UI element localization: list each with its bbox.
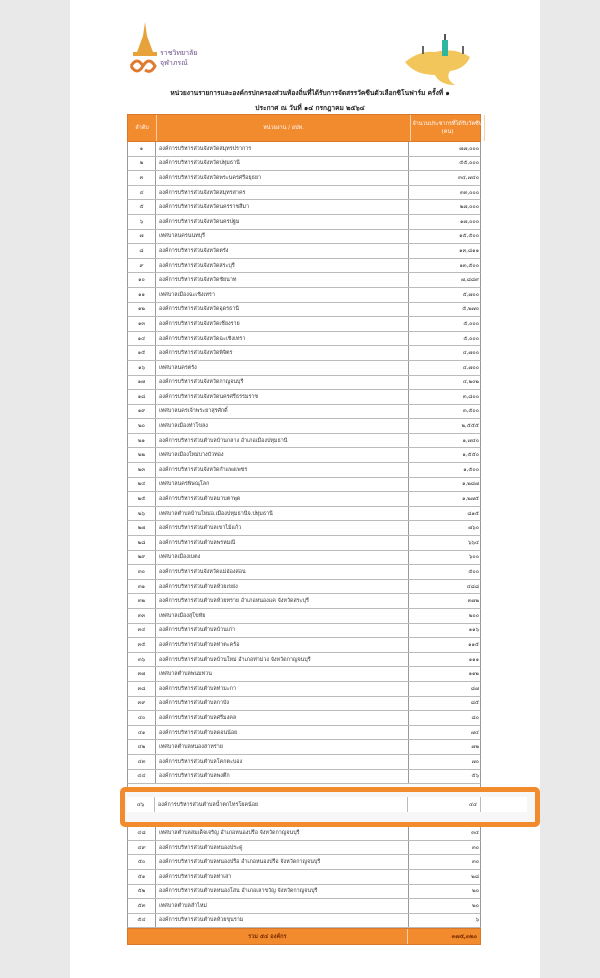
cell-order: ๑๕: [128, 346, 156, 360]
cell-order: ๓๗: [128, 667, 156, 681]
table-row: [127, 580, 481, 595]
table-row: [127, 594, 481, 609]
cell-agency: เทศบาลเมืองใหม่บางบัวทอง: [156, 448, 409, 462]
cell-agency: องค์การบริหารส่วนตำบลห้วยเขย่ง: [156, 580, 409, 594]
cell-order: ๕: [128, 200, 156, 214]
cell-order: ๒๑: [128, 434, 156, 448]
cell-population: ๓๐: [472, 844, 479, 851]
table-row: [127, 507, 481, 522]
cell-population: ๑๑๕: [468, 641, 479, 648]
highlighted-row: [127, 797, 527, 812]
cell-population: ๒๐: [472, 902, 479, 909]
highlight-blank-cell: [481, 797, 527, 812]
cell-order: ๕๒: [128, 885, 156, 899]
highlighted-row-wrap: [127, 792, 481, 818]
cell-agency: องค์การบริหารส่วนจังหวัดชัยนาท: [156, 273, 409, 287]
column-header-order: ลำดับ: [128, 115, 157, 141]
cell-agency: เทศบาลเมืองฉะเชิงเทรา: [156, 288, 409, 302]
table-row: [127, 682, 481, 697]
cell-agency: เทศบาลนครนนทบุรี: [156, 230, 409, 244]
cell-agency: องค์การบริหารส่วนตำบลหนองประดู่: [156, 841, 409, 855]
cell-order: ๑๖: [128, 361, 156, 375]
cell-agency: องค์การบริหารส่วนตำบลน้ำตกไทรโยคน้อย: [155, 797, 408, 812]
table-row: [127, 186, 481, 201]
table-row: [127, 142, 481, 157]
cell-order: ๓๓: [128, 609, 156, 623]
cell-agency: องค์การบริหารส่วนตำบลดอนน้อย: [156, 726, 409, 740]
cell-order: ๒๕: [128, 492, 156, 506]
cell-population: ๖๐๐: [468, 554, 479, 561]
cell-population: ๕,๐๐๐: [463, 335, 479, 342]
cell-population: ๓,๕๐๐: [462, 408, 479, 415]
cell-population: ๑,๒๗๕: [462, 496, 479, 503]
cell-population: ๕๖: [471, 773, 479, 780]
cell-agency: องค์การบริหารส่วนตำบลห้วยทราย อำเภอหนองแค จังหวัดสระบุรี: [156, 594, 409, 608]
cell-agency: องค์การบริหารส่วนจังหวัดฉะเชิงเทรา: [156, 332, 409, 346]
cell-population: ๑,๒๘๗: [462, 481, 479, 488]
table-row: [127, 770, 481, 785]
cell-agency: เทศบาลตำบลพนมทวน: [156, 667, 409, 681]
cell-population: ๒๗,๐๐๐: [459, 204, 479, 211]
cell-population: ๗๗,๐๐๐: [459, 145, 479, 152]
table-row: [127, 551, 481, 566]
table-row: [127, 492, 481, 507]
table-row: [127, 215, 481, 230]
cell-population: ๖๖๔: [468, 539, 479, 546]
cell-order: ๑: [128, 142, 156, 156]
cell-order: ๕๓: [128, 899, 156, 913]
table-row: [127, 609, 481, 624]
cell-agency: องค์การบริหารส่วนจังหวัดนครศรีธรรมราช: [156, 390, 409, 404]
cell-order: ๖: [128, 215, 156, 229]
cell-order: ๔: [128, 186, 156, 200]
cell-population: ๒,๕๕๕: [461, 423, 479, 430]
table-row: [127, 259, 481, 274]
cell-order: ๒๗: [128, 521, 156, 535]
table-body-after: [127, 826, 481, 928]
cell-order: ๒๖: [128, 507, 156, 521]
cell-agency: องค์การบริหารส่วนจังหวัดสมุทรสาคร: [156, 186, 409, 200]
table-row: [127, 303, 481, 318]
cell-agency: องค์การบริหารส่วนตำบลท่าตะคร้อ: [156, 638, 409, 652]
cell-agency: เทศบาลนครตรัง: [156, 361, 409, 375]
cell-agency: องค์การบริหารส่วนตำบลบ้านกลาง อำเภอเมืองปทุมธานี: [156, 434, 409, 448]
cell-agency: เทศบาลเมืองท่าโขลง: [156, 419, 409, 433]
allocation-table: [127, 114, 481, 945]
table-row: [127, 826, 481, 841]
table-row: [127, 230, 481, 245]
table-row: [127, 711, 481, 726]
cell-agency: องค์การบริหารส่วนตำบลกาบัง: [156, 697, 409, 711]
table-row: [127, 200, 481, 215]
table-row: [127, 885, 481, 900]
cell-population: ๑๑๑: [468, 656, 479, 663]
cell-population: ๑,๕๐๐: [463, 466, 479, 473]
cell-order: ๑๒: [128, 303, 156, 317]
cell-population: ๓๗๒: [467, 598, 479, 605]
cell-population: ๔,๗๐๐: [462, 350, 479, 357]
cell-population: ๕๐๐: [468, 569, 479, 576]
table-row: [127, 405, 481, 420]
cell-agency: องค์การบริหารส่วนจังหวัดตรัง: [156, 244, 409, 258]
table-row: [127, 638, 481, 653]
cell-agency: องค์การบริหารส่วนจังหวัดสระบุรี: [156, 259, 409, 273]
cell-order: ๒๘: [128, 536, 156, 550]
cell-population: ๑๕,๕๐๐: [459, 233, 479, 240]
cell-order: ๓๔: [128, 624, 156, 638]
table-row: [127, 171, 481, 186]
cell-order: ๔๖: [127, 797, 155, 812]
table-row: [127, 478, 481, 493]
cell-agency: องค์การบริหารส่วนจังหวัดนครราชสีมา: [156, 200, 409, 214]
table-row: [127, 914, 481, 929]
table-row: [127, 667, 481, 682]
table-row: [127, 273, 481, 288]
cell-population: ๓๔: [471, 829, 479, 836]
cell-population: ๑,๕๕๐: [462, 452, 479, 459]
cell-order: ๒: [128, 157, 156, 171]
table-header: [127, 114, 481, 142]
cell-population: ๘๑๕: [467, 510, 479, 517]
table-row: [127, 244, 481, 259]
cell-population: ๓๓,๐๐๐: [460, 189, 479, 196]
cell-order: ๒๒: [128, 448, 156, 462]
cell-population: ๑๑๖: [468, 627, 479, 634]
table-row: [127, 332, 481, 347]
cell-agency: องค์การบริหารส่วนจังหวัดพิจิตร: [156, 346, 409, 360]
table-row: [127, 726, 481, 741]
table-row: [127, 448, 481, 463]
cell-order: ๒๐: [128, 419, 156, 433]
cell-agency: องค์การบริหารส่วนจังหวัดแม่ฮ่องสอน: [156, 565, 409, 579]
cell-order: ๓๑: [128, 580, 156, 594]
cell-order: ๑๘: [128, 390, 156, 404]
cell-population: ๔๘๘: [466, 583, 479, 590]
cell-agency: เทศบาลนครเจ้าพระยาสุรศักดิ์: [156, 405, 409, 419]
cell-agency: องค์การบริหารส่วนจังหวัดปทุมธานี: [156, 157, 409, 171]
cell-population: ๘๕: [470, 700, 479, 707]
cell-agency: องค์การบริหารส่วนตำบลศรีมงคล: [156, 711, 409, 725]
table-body: [127, 142, 481, 784]
cell-agency: เทศบาลนครพิษณุโลก: [156, 478, 409, 492]
cell-population: ๔,๗๐๐: [462, 364, 479, 371]
logo-text: [160, 48, 197, 68]
cell-agency: เทศบาลตำบลลำไหม่: [156, 899, 409, 913]
total-value: ๓๗๕,๓๒๐: [451, 933, 477, 940]
table-row: [127, 740, 481, 755]
cell-population: ๘๗: [470, 685, 479, 692]
cell-order: ๑๔: [128, 332, 156, 346]
cell-agency: เทศบาลตำบลหนองสาหร่าย: [156, 740, 409, 754]
cell-agency: องค์การบริหารส่วนจังหวัดเชียงราย: [156, 317, 409, 331]
cell-agency: องค์การบริหารส่วนตำบลเขาไม้แก้ว: [156, 521, 409, 535]
cell-order: ๔๐: [128, 711, 156, 725]
total-row: [127, 928, 481, 945]
cell-order: ๑๑: [128, 288, 156, 302]
table-row: [127, 536, 481, 551]
cell-order: ๔๓: [128, 755, 156, 769]
cell-population: ๕๕,๐๐๐: [459, 160, 479, 167]
cell-population: ๓๔,๗๔๐: [458, 174, 479, 181]
cell-agency: องค์การบริหารส่วนตำบลท่าเสา: [156, 870, 409, 884]
cell-population: ๑,๗๔๐: [462, 437, 479, 444]
cell-agency: เทศบาลเมืองสุโขทัย: [156, 609, 409, 623]
table-row: [127, 899, 481, 914]
cell-order: ๗: [128, 230, 156, 244]
cell-agency: องค์การบริหารส่วนจังหวัดกาญจนบุรี: [156, 376, 409, 390]
table-row: [127, 653, 481, 668]
cell-agency: องค์การบริหารส่วนจังหวัดพระนครศรีอยุธยา: [156, 171, 409, 185]
cell-agency: องค์การบริหารส่วนจังหวัดนครปฐม: [156, 215, 409, 229]
thailand-map-vaccine-icon: [400, 32, 480, 87]
cell-agency: องค์การบริหารส่วนจังหวัดอุดรธานี: [156, 303, 409, 317]
cell-population: ๒๘: [471, 873, 479, 880]
document-subtitle: ประกาศ ณ วันที่ ๑๔ กรกฎาคม ๒๕๖๔: [255, 104, 365, 112]
cell-population: ๓๐: [472, 859, 479, 866]
document-title: หน่วยงานรายการและองค์กรปกครองส่วนท้องถิ่นที่ได้รับการจัดสรรวัคซีนตัวเลือกซิโนฟาร์ม ครั้งที่ ๑: [170, 89, 450, 97]
logo-text-line2: จุฬาภรณ์: [160, 59, 188, 67]
cell-order: ๓๙: [128, 697, 156, 711]
cell-population: ๘๐: [471, 714, 479, 721]
table-row: [127, 521, 481, 536]
cell-population: ๒๐๐: [468, 612, 479, 619]
cell-order: ๓๘: [128, 682, 156, 696]
cell-order: ๔๒: [128, 740, 156, 754]
cell-population: ๗๐: [471, 758, 479, 765]
cell-order: ๔๑: [128, 726, 156, 740]
cell-population: ๑๑๒: [468, 671, 479, 678]
cell-order: ๓๕: [128, 638, 156, 652]
cell-population: ๖: [475, 917, 479, 924]
cell-agency: องค์การบริหารส่วนตำบลบ้านใหม่ อำเภอท่าม่วง จังหวัดกาญจนบุรี: [156, 653, 409, 667]
cell-agency: เทศบาลเมืองเบตง: [156, 551, 409, 565]
cell-agency: องค์การบริหารส่วนตำบลบ้านเก่า: [156, 624, 409, 638]
table-row: [127, 376, 481, 391]
cell-order: ๓๖: [128, 653, 156, 667]
table-row: [127, 697, 481, 712]
total-label: รวม ๕๔ องค์กร: [128, 929, 408, 944]
table-row: [127, 463, 481, 478]
column-header-agency: หน่วยงาน / อปท.: [157, 115, 411, 141]
cell-order: ๕๐: [128, 855, 156, 869]
table-row: [127, 390, 481, 405]
cell-order: ๓๐: [128, 565, 156, 579]
table-row: [127, 419, 481, 434]
cell-agency: องค์การบริหารส่วนตำบลมาบตาพุด: [156, 492, 409, 506]
table-row: [127, 624, 481, 639]
cell-agency: องค์การบริหารส่วนตำบลพรหมณี: [156, 536, 409, 550]
cell-agency: เทศบาลตำบลบ้านใหม่อ.เมืองปทุมธานีจ.ปทุมธานี: [156, 507, 409, 521]
cell-agency: องค์การบริหารส่วนตำบลหนองปรือ อำเภอหนองปรือ จังหวัดกาญจนบุรี: [156, 855, 409, 869]
cell-agency: องค์การบริหารส่วนตำบลโคกตะบอง: [156, 755, 409, 769]
cell-order: ๓๒: [128, 594, 156, 608]
cell-agency: องค์การบริหารส่วนตำบลพงตึก: [156, 770, 409, 784]
cell-order: ๔๙: [128, 841, 156, 855]
cell-agency: องค์การบริหารส่วนตำบลห้วยขุนราม: [156, 914, 409, 928]
table-row: [127, 870, 481, 885]
table-row: [127, 841, 481, 856]
table-row: [127, 317, 481, 332]
cell-population: ๗๖๐: [468, 525, 479, 532]
cell-order: ๔๘: [128, 826, 156, 840]
cell-population: ๕,๒๗๐: [462, 306, 479, 313]
cell-order: ๒๔: [128, 478, 156, 492]
cell-population: ๑๓,๘๑๑: [459, 247, 479, 254]
table-row: [127, 434, 481, 449]
table-row: [127, 755, 481, 770]
cell-agency: องค์การบริหารส่วนจังหวัดสมุทรปราการ: [156, 142, 409, 156]
cell-order: ๙: [128, 259, 156, 273]
cell-order: ๒๓: [128, 463, 156, 477]
cell-order: ๕๑: [128, 870, 156, 884]
chulabhorn-logo-icon: [125, 22, 165, 78]
cell-order: ๓: [128, 171, 156, 185]
cell-order: ๒๙: [128, 551, 156, 565]
cell-population: ๑๓,๕๐๐: [459, 262, 479, 269]
cell-order: ๕๔: [128, 914, 156, 928]
cell-population: ๑๗,๐๐๐: [459, 218, 479, 225]
cell-order: ๑๙: [128, 405, 156, 419]
table-row: [127, 565, 481, 580]
cell-order: ๑๗: [128, 376, 156, 390]
table-row: [127, 157, 481, 172]
cell-population: ๔,๒๐๒: [462, 379, 479, 386]
cell-population: ๗๔: [470, 729, 479, 736]
cell-population: ๒๐: [472, 888, 479, 895]
cell-agency: องค์การบริหารส่วนตำบลท่ามะกา: [156, 682, 409, 696]
logo-text-line1: ราชวิทยาลัย: [160, 49, 198, 57]
cell-order: ๘: [128, 244, 156, 258]
cell-agency: องค์การบริหารส่วนตำบลหนองโสน อำเภอเลาขวัญ จังหวัดกาญจนบุรี: [156, 885, 409, 899]
table-row: [127, 361, 481, 376]
cell-population: ๕,๐๐๐: [463, 320, 479, 327]
table-row: [127, 855, 481, 870]
cell-population: ๗,๘๘๙: [460, 277, 479, 284]
cell-population: ๗๒: [471, 744, 479, 751]
cell-agency: เทศบาลตำบลสมเด็จเจริญ อำเภอหนองปรือ จังหวัดกาญจนบุรี: [156, 826, 409, 840]
cell-population: ๓,๘๐๐: [462, 393, 479, 400]
cell-order: ๑๓: [128, 317, 156, 331]
cell-order: ๑๐: [128, 273, 156, 287]
cell-order: ๔๔: [128, 770, 156, 784]
column-header-population: จำนวนประชากรที่ได้รับวัคซีน (คน): [411, 115, 485, 141]
cell-agency: องค์การบริหารส่วนจังหวัดกำแพงเพชร: [156, 463, 409, 477]
table-row: [127, 288, 481, 303]
cell-population: ๕,๗๐๐: [462, 291, 479, 298]
cell-population: ๔๔: [408, 797, 481, 812]
table-row: [127, 346, 481, 361]
